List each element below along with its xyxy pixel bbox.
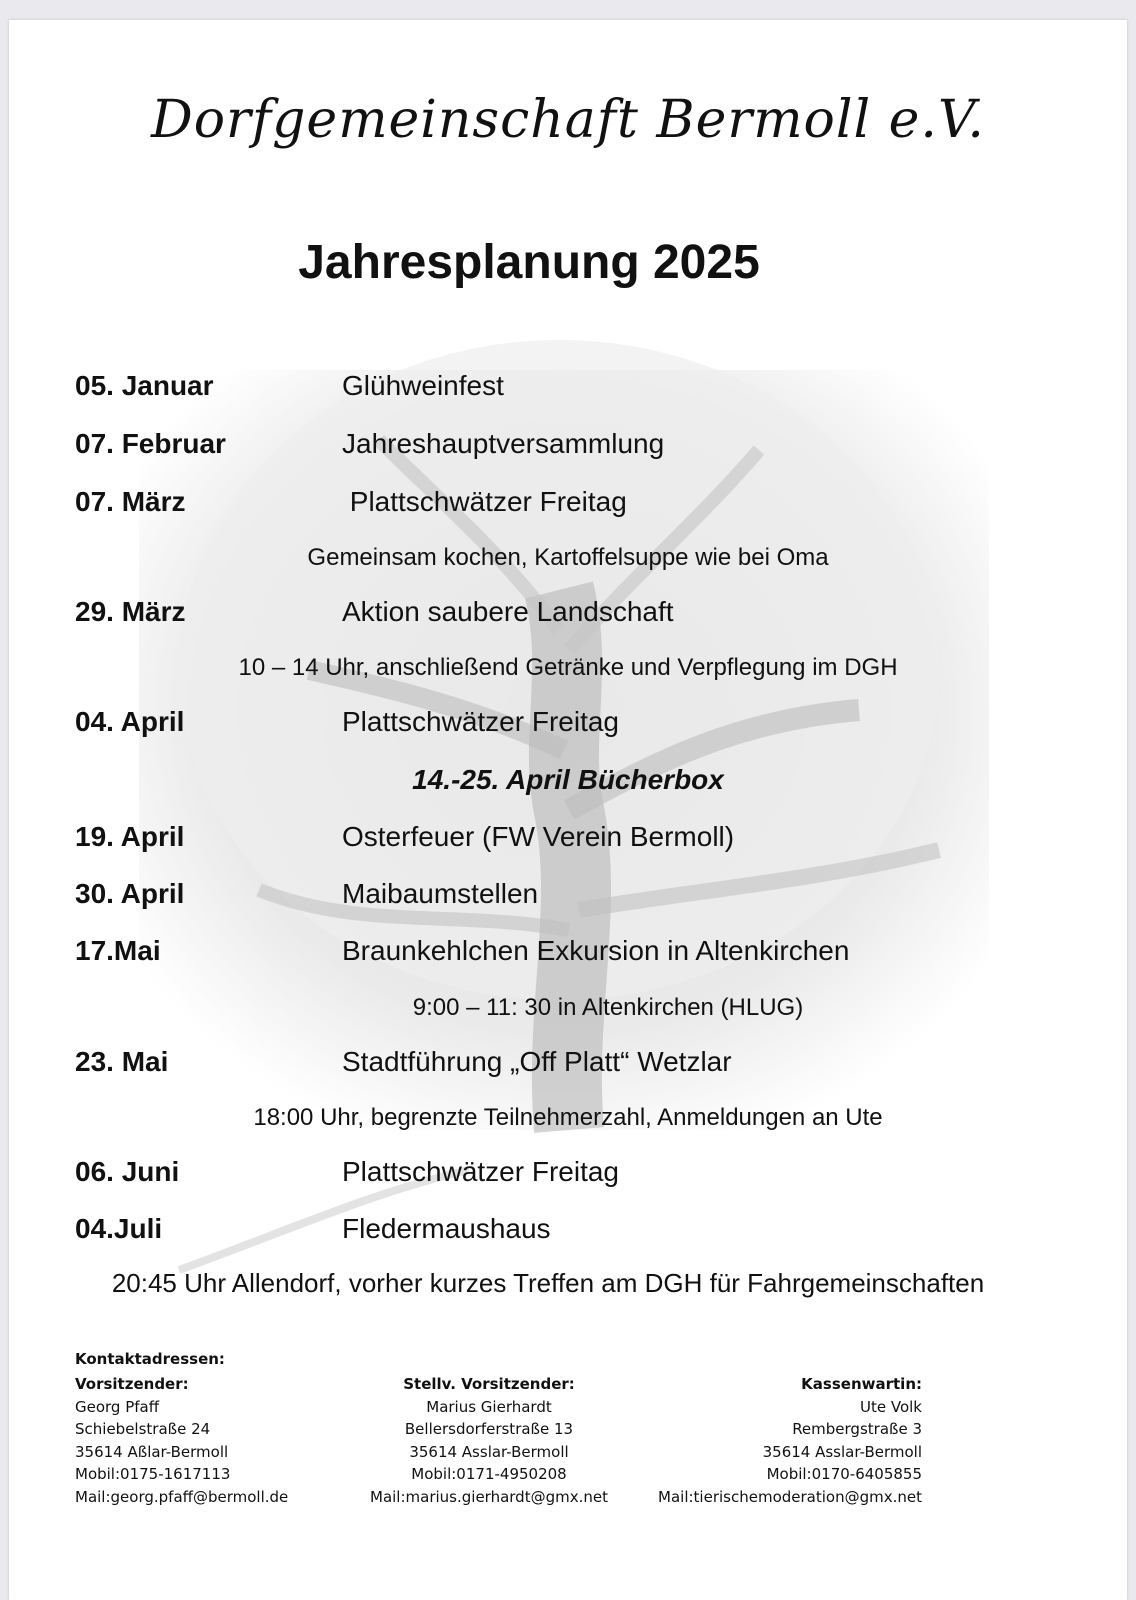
event-note: Gemeinsam kochen, Kartoffelsuppe wie bei Oma <box>307 544 829 571</box>
contact-city: 35614 Aßlar-Bermoll <box>75 1442 229 1461</box>
event-note: 10 – 14 Uhr, anschließend Getränke und Verpflegung im DGH <box>238 654 898 681</box>
event-row <box>9 370 1127 406</box>
event-row <box>9 935 1127 971</box>
event-date: 04.Juli <box>75 1213 163 1244</box>
contact-street: Rembergstraße 3 <box>792 1420 922 1438</box>
page-title: Jahresplanung 2025 <box>298 236 760 289</box>
event-row <box>9 1213 1127 1249</box>
contact-role: Kassenwartin: <box>801 1375 922 1393</box>
contact-chairman <box>75 1373 288 1508</box>
event-date: 07. März <box>75 486 186 517</box>
contact-street: Bellersdorferstraße 13 <box>404 1420 574 1438</box>
event-date: 07. Februar <box>75 428 226 459</box>
contact-street: Schiebelstraße 24 <box>75 1420 211 1438</box>
event-name: Plattschwätzer Freitag <box>342 706 619 737</box>
contact-mail: Mail:tierischemoderation@gmx.net <box>658 1487 922 1506</box>
event-date: 23. Mai <box>75 1046 169 1077</box>
contact-mobile: Mobil:0175-1617113 <box>75 1465 231 1483</box>
contact-mail: Mail:georg.pfaff@bermoll.de <box>75 1487 289 1506</box>
event-name: Stadtführung „Off Platt“ Wetzlar <box>342 1046 732 1077</box>
contact-vice-chairman <box>339 1373 639 1508</box>
contact-name: Ute Volk <box>860 1397 922 1416</box>
contact-mail: Mail:marius.gierhardt@gmx.net <box>370 1487 608 1506</box>
event-name: Braunkehlchen Exkursion in Altenkirchen <box>342 935 850 966</box>
event-name: Plattschwätzer Freitag <box>342 1156 619 1187</box>
event-name: Maibaumstellen <box>342 878 539 909</box>
event-row <box>9 706 1127 742</box>
event-date: 06. Juni <box>75 1156 180 1187</box>
contact-role: Stellv. Vorsitzender: <box>403 1375 575 1393</box>
event-name: Osterfeuer (FW Verein Bermoll) <box>342 821 735 852</box>
event-row <box>9 878 1127 914</box>
contact-city: 35614 Asslar-Bermoll <box>762 1442 922 1461</box>
event-date: 19. April <box>75 821 185 852</box>
event-name: Glühweinfest <box>342 370 504 401</box>
contact-name: Marius Gierhardt <box>426 1397 552 1416</box>
contact-treasurer <box>658 1373 922 1508</box>
event-row <box>9 1156 1127 1192</box>
event-date: 29. März <box>75 596 186 627</box>
event-row <box>9 1046 1127 1082</box>
contact-city: 35614 Asslar-Bermoll <box>409 1442 569 1461</box>
event-row <box>9 428 1127 464</box>
highlight-event: 14.-25. April Bücherbox <box>412 764 724 795</box>
event-name: Plattschwätzer Freitag <box>342 486 627 517</box>
contacts-heading: Kontaktadressen: <box>75 1350 225 1368</box>
contact-name: Georg Pfaff <box>75 1397 160 1416</box>
event-date: 17.Mai <box>75 935 161 966</box>
contact-mobile: Mobil:0170-6405855 <box>766 1465 922 1483</box>
event-row <box>9 486 1127 522</box>
event-name: Jahreshauptversammlung <box>342 428 665 459</box>
event-row <box>9 596 1127 632</box>
contact-mobile: Mobil:0171-4950208 <box>411 1465 567 1483</box>
event-date: 30. April <box>75 878 185 909</box>
event-date: 05. Januar <box>75 370 214 401</box>
contact-role: Vorsitzender: <box>75 1375 189 1393</box>
event-note: 9:00 – 11: 30 in Altenkirchen (HLUG) <box>412 994 804 1021</box>
event-note: 20:45 Uhr Allendorf, vorher kurzes Treffen am DGH für Fahrgemeinschaften <box>111 1268 985 1298</box>
event-note: 18:00 Uhr, begrenzte Teilnehmerzahl, Anmeldungen an Ute <box>253 1104 883 1131</box>
organization-title: Dorfgemeinschaft Bermoll e.V. <box>151 90 985 150</box>
flyer-page <box>9 20 1127 1600</box>
event-name: Fledermaushaus <box>342 1213 551 1244</box>
event-row <box>9 821 1127 857</box>
event-name: Aktion saubere Landschaft <box>342 596 674 627</box>
event-date: 04. April <box>75 706 185 737</box>
